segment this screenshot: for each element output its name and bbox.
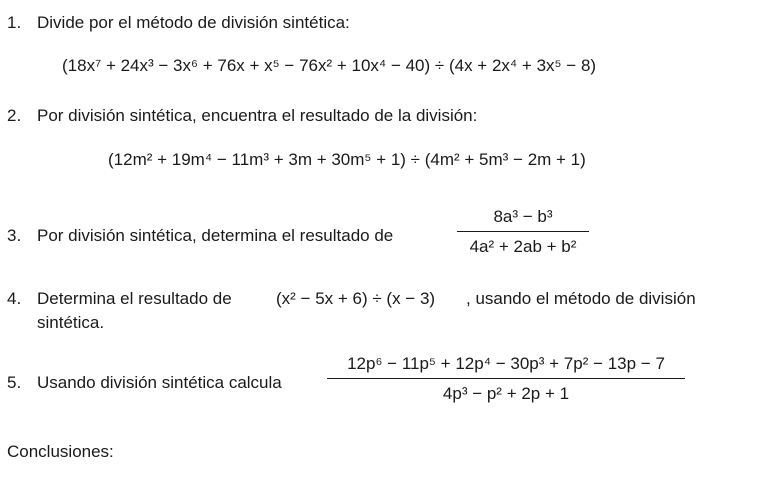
problem-3-text: Por división sintética, determina el resultado de	[37, 226, 394, 245]
conclusions-label: Conclusiones:	[7, 442, 114, 461]
problem-2-expression	[108, 150, 586, 170]
problem-3-numerator: 8a³ − b³	[493, 207, 553, 226]
problem-5-fraction-bar	[327, 378, 685, 379]
problem-2-number: 2.	[7, 106, 22, 125]
problem-4-expression: (x² − 5x + 6) ÷ (x − 3)	[276, 289, 436, 308]
problem-4-text-line2: sintética.	[37, 313, 105, 332]
problem-5-number: 5.	[7, 373, 22, 392]
problem-2-expression-value: (12m² + 19m⁴ − 11m³ + 3m + 30m⁵ + 1) ÷ (4m² + 5m³ − 2m + 1)	[108, 150, 586, 169]
problem-4-text-before: Determina el resultado de	[37, 289, 232, 308]
problem-3-fraction	[457, 207, 589, 257]
problem-5-denominator: 4p³ − p² + 2p + 1	[442, 384, 570, 403]
problem-1-expression	[62, 56, 596, 76]
problem-1-text: Divide por el método de división sintética:	[37, 13, 350, 32]
problem-5-numerator: 12p⁶ − 11p⁵ + 12p⁴ − 30p³ + 7p² − 13p − 7	[347, 354, 665, 373]
problem-4-text-after: , usando el método de división	[466, 289, 696, 308]
problem-3-number: 3.	[7, 226, 22, 245]
problem-4-number: 4.	[7, 289, 22, 308]
problem-3-denominator: 4a² + 2ab + b²	[469, 237, 577, 256]
problem-1-number: 1.	[7, 13, 22, 32]
problem-1-expression-value: (18x⁷ + 24x³ − 3x⁶ + 76x + x⁵ − 76x² + 10x⁴ − 40) ÷ (4x + 2x⁴ + 3x⁵ − 8)	[62, 56, 597, 75]
problem-2-text: Por división sintética, encuentra el resultado de la división:	[37, 106, 478, 125]
problem-5-fraction	[327, 354, 685, 404]
problem-5-text: Usando división sintética calcula	[37, 373, 282, 392]
problem-3-fraction-bar	[457, 231, 589, 232]
